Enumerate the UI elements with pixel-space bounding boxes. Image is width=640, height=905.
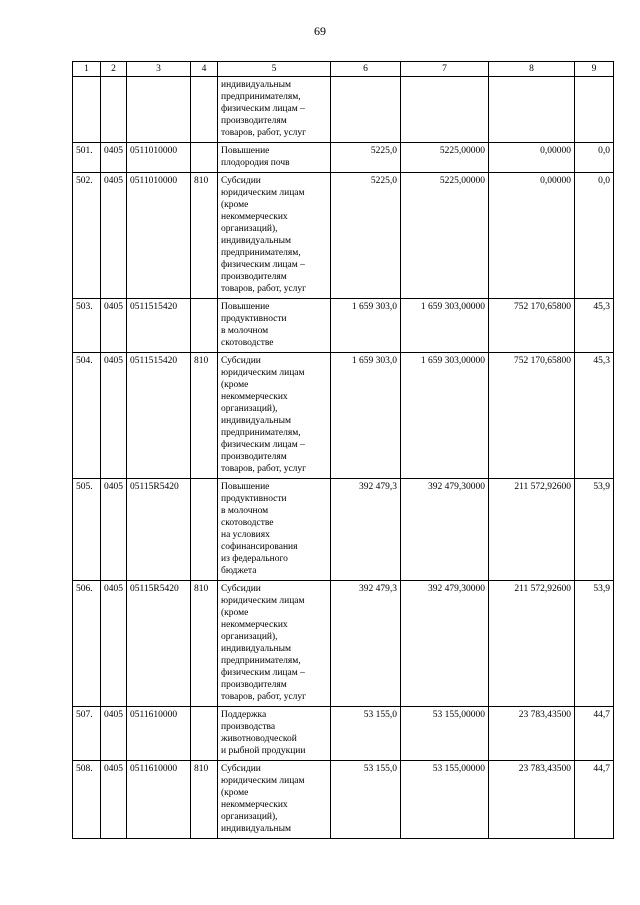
- approved-amount: 1 659 303,0: [331, 299, 401, 353]
- table-row: [73, 707, 614, 761]
- expense-type-code: 810: [191, 761, 218, 839]
- row-number: 506.: [73, 581, 101, 707]
- column-header: 5: [218, 62, 331, 77]
- execution-percent: 45,3: [575, 299, 614, 353]
- row-number: 503.: [73, 299, 101, 353]
- budget-table: [72, 61, 614, 839]
- revised-amount: 5225,00000: [401, 143, 489, 173]
- row-number: 501.: [73, 143, 101, 173]
- row-description: Субсидии юридическим лицам (кроме некоммерческих организаций), индивидуальным предпринимателям, физическим лицам – производителям товаров, работ, услуг: [218, 173, 331, 299]
- column-header: 3: [127, 62, 191, 77]
- column-header: 1: [73, 62, 101, 77]
- revised-amount: 5225,00000: [401, 173, 489, 299]
- approved-amount: 392 479,3: [331, 581, 401, 707]
- row-number: 508.: [73, 761, 101, 839]
- row-description: Субсидии юридическим лицам (кроме некоммерческих организаций), индивидуальным предпринимателям, физическим лицам – производителям товаров, работ, услуг: [218, 353, 331, 479]
- section-code: 0405: [101, 299, 127, 353]
- column-header: 6: [331, 62, 401, 77]
- approved-amount: 5225,0: [331, 173, 401, 299]
- row-number: 507.: [73, 707, 101, 761]
- table-row: [73, 581, 614, 707]
- execution-percent: 45,3: [575, 353, 614, 479]
- executed-amount: 211 572,92600: [489, 581, 575, 707]
- executed-amount: 752 170,65800: [489, 353, 575, 479]
- revised-amount: 392 479,30000: [401, 581, 489, 707]
- row-description: Повышение продуктивности в молочном скотоводстве: [218, 299, 331, 353]
- section-code: 0405: [101, 479, 127, 581]
- expense-type-code: [191, 479, 218, 581]
- target-code: 05115R5420: [127, 479, 191, 581]
- revised-amount: 1 659 303,00000: [401, 299, 489, 353]
- approved-amount: 1 659 303,0: [331, 353, 401, 479]
- revised-amount: 392 479,30000: [401, 479, 489, 581]
- row-number: 504.: [73, 353, 101, 479]
- page-number: 69: [314, 24, 326, 38]
- row-number: 502.: [73, 173, 101, 299]
- executed-amount: 211 572,92600: [489, 479, 575, 581]
- execution-percent: 44,7: [575, 761, 614, 839]
- expense-type-code: 810: [191, 353, 218, 479]
- row-description: Субсидии юридическим лицам (кроме некоммерческих организаций), индивидуальным: [218, 761, 331, 839]
- execution-percent: 0,0: [575, 143, 614, 173]
- executed-amount: 0,00000: [489, 143, 575, 173]
- approved-amount: 53 155,0: [331, 761, 401, 839]
- approved-amount: 5225,0: [331, 143, 401, 173]
- target-code: 0511610000: [127, 707, 191, 761]
- executed-amount: 0,00000: [489, 173, 575, 299]
- column-header: 4: [191, 62, 218, 77]
- executed-amount: 23 783,43500: [489, 707, 575, 761]
- continuation-row: [73, 77, 614, 143]
- execution-percent: 53,9: [575, 479, 614, 581]
- executed-amount: 752 170,65800: [489, 299, 575, 353]
- row-description: индивидуальным предпринимателям, физическим лицам – производителям товаров, работ, услуг: [218, 77, 331, 143]
- row-description: Повышение плодородия почв: [218, 143, 331, 173]
- expense-type-code: 810: [191, 581, 218, 707]
- revised-amount: 53 155,00000: [401, 707, 489, 761]
- column-header: 9: [575, 62, 614, 77]
- row-description: Субсидии юридическим лицам (кроме некоммерческих организаций), индивидуальным предпринимателям, физическим лицам – производителям товаров, работ, услуг: [218, 581, 331, 707]
- row-description: Повышение продуктивности в молочном скотоводстве на условиях софинансирования из федерального бюджета: [218, 479, 331, 581]
- approved-amount: 392 479,3: [331, 479, 401, 581]
- approved-amount: 53 155,0: [331, 707, 401, 761]
- column-header: 7: [401, 62, 489, 77]
- expense-type-code: 810: [191, 173, 218, 299]
- revised-amount: 53 155,00000: [401, 761, 489, 839]
- target-code: 05115R5420: [127, 581, 191, 707]
- target-code: 0511515420: [127, 353, 191, 479]
- column-header: 2: [101, 62, 127, 77]
- header-row: [73, 62, 614, 77]
- target-code: 0511010000: [127, 173, 191, 299]
- executed-amount: 23 783,43500: [489, 761, 575, 839]
- expense-type-code: [191, 707, 218, 761]
- table-row: [73, 143, 614, 173]
- section-code: 0405: [101, 761, 127, 839]
- row-description: Поддержка производства животноводческой и рыбной продукции: [218, 707, 331, 761]
- table-row: [73, 299, 614, 353]
- section-code: 0405: [101, 581, 127, 707]
- target-code: 0511610000: [127, 761, 191, 839]
- table-row: [73, 173, 614, 299]
- section-code: 0405: [101, 707, 127, 761]
- execution-percent: 0,0: [575, 173, 614, 299]
- execution-percent: 44,7: [575, 707, 614, 761]
- expense-type-code: [191, 143, 218, 173]
- execution-percent: 53,9: [575, 581, 614, 707]
- table-row: [73, 353, 614, 479]
- column-header: 8: [489, 62, 575, 77]
- expense-type-code: [191, 299, 218, 353]
- table-row: [73, 761, 614, 839]
- target-code: 0511010000: [127, 143, 191, 173]
- table-row: [73, 479, 614, 581]
- row-number: 505.: [73, 479, 101, 581]
- section-code: 0405: [101, 173, 127, 299]
- section-code: 0405: [101, 143, 127, 173]
- target-code: 0511515420: [127, 299, 191, 353]
- section-code: 0405: [101, 353, 127, 479]
- revised-amount: 1 659 303,00000: [401, 353, 489, 479]
